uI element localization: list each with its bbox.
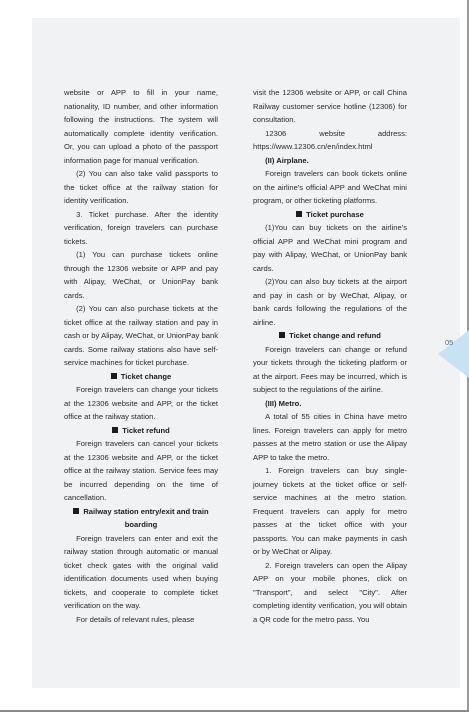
paragraph: A total of 55 cities in China have metro lines. Foreign travelers can apply for metro passes at the metro station or use the Alipay APP to take the metro. <box>253 412 407 462</box>
square-bullet-icon <box>279 332 285 338</box>
subsection-heading: (III) Metro. <box>265 398 302 408</box>
section-heading <box>253 208 407 222</box>
left-text-column <box>64 86 218 626</box>
square-bullet-icon <box>111 373 117 379</box>
paragraph: website or APP to fill in your name, nationality, ID number, and other information following the instructions. The system will automatically complete identity verification. Or, you can upload a photo of the passport information page for manual verification. <box>64 88 218 165</box>
square-bullet-icon <box>73 508 79 514</box>
paragraph: 3. Ticket purchase. After the identity verification, foreign travelers can purchase tickets. <box>64 209 218 246</box>
section-heading-text: Ticket purchase <box>306 209 364 219</box>
section-heading <box>64 424 218 438</box>
section-heading-text: Ticket change and refund <box>289 331 381 340</box>
paragraph: For details of relevant rules, please <box>76 614 195 624</box>
section-heading-text: Ticket change <box>120 371 172 381</box>
paragraph: visit the 12306 website or APP, or call China Railway customer service hotline (12306) for consultation. <box>253 88 407 124</box>
section-heading-text: Ticket refund <box>122 425 170 435</box>
paragraph: Foreign travelers can change your tickets at the 12306 website and APP, or the ticket office at the railway station. <box>64 385 218 421</box>
section-heading-text: Railway station entry/exit and train boarding <box>83 506 209 529</box>
square-bullet-icon <box>112 427 118 433</box>
paragraph: (1)You can buy tickets on the airline's official APP and WeChat mini program and pay with Alipay, WeChat, or UnionPay bank cards. <box>253 223 407 273</box>
section-heading <box>253 329 407 343</box>
section-heading <box>64 505 218 532</box>
paragraph: 2. Foreign travelers can open the Alipay APP on your mobile phones, click on "Transport", and select "City". After completing identity verification, you will obtain a QR code for the metro pass. You <box>253 560 407 624</box>
paragraph: (2)You can also buy tickets at the airport and pay in cash or by WeChat, Alipay, or bank cards following the regulations of the airline. <box>253 277 407 327</box>
square-bullet-icon <box>296 211 302 217</box>
paragraph: (1) You can purchase tickets online through the 12306 website or APP and pay with Alipay, WeChat, or UnionPay bank cards. <box>64 250 218 300</box>
right-text-column <box>253 86 407 626</box>
paragraph: (2) You can also purchase tickets at the ticket office at the railway station and pay in cash or by Alipay, WeChat, or UnionPay bank cards. Some railway stations also have self-service machines for ticket purchase. <box>64 304 218 367</box>
section-heading <box>64 370 218 384</box>
paragraph: (2) You can also take valid passports to the ticket office at the railway station for identity verification. <box>64 169 218 205</box>
paragraph: Foreign travelers can cancel your tickets at the 12306 website and APP, or the ticket office at the railway station. Service fees may be incurred depending on the time of cancellation. <box>64 439 218 502</box>
paragraph: 1. Foreign travelers can buy single-journey tickets at the ticket office or self-service machines at the metro station. Frequent travelers can apply for metro passes at the ticket office with your passports. You can make payments in cash or by WeChat or Alipay. <box>253 466 407 556</box>
paragraph: Foreign travelers can change or refund your tickets through the ticketing platform or at the airport. Fees may be incurred, which is subject to the regulations of the airline. <box>253 344 407 394</box>
paragraph: 12306 website address: https://www.12306.cn/en/index.html <box>253 128 407 151</box>
paragraph: Foreign travelers can book tickets online on the airline's official APP and WeChat mini program, or other ticketing platforms. <box>253 169 407 205</box>
paragraph: Foreign travelers can enter and exit the railway station through automatic or manual ticket check gates with the original valid identification documents used when buying tickets, and cooperate to complete ticket verification on the way. <box>64 533 218 610</box>
subsection-heading: (II) Airplane. <box>265 155 309 165</box>
page-number: 05 <box>445 338 454 347</box>
